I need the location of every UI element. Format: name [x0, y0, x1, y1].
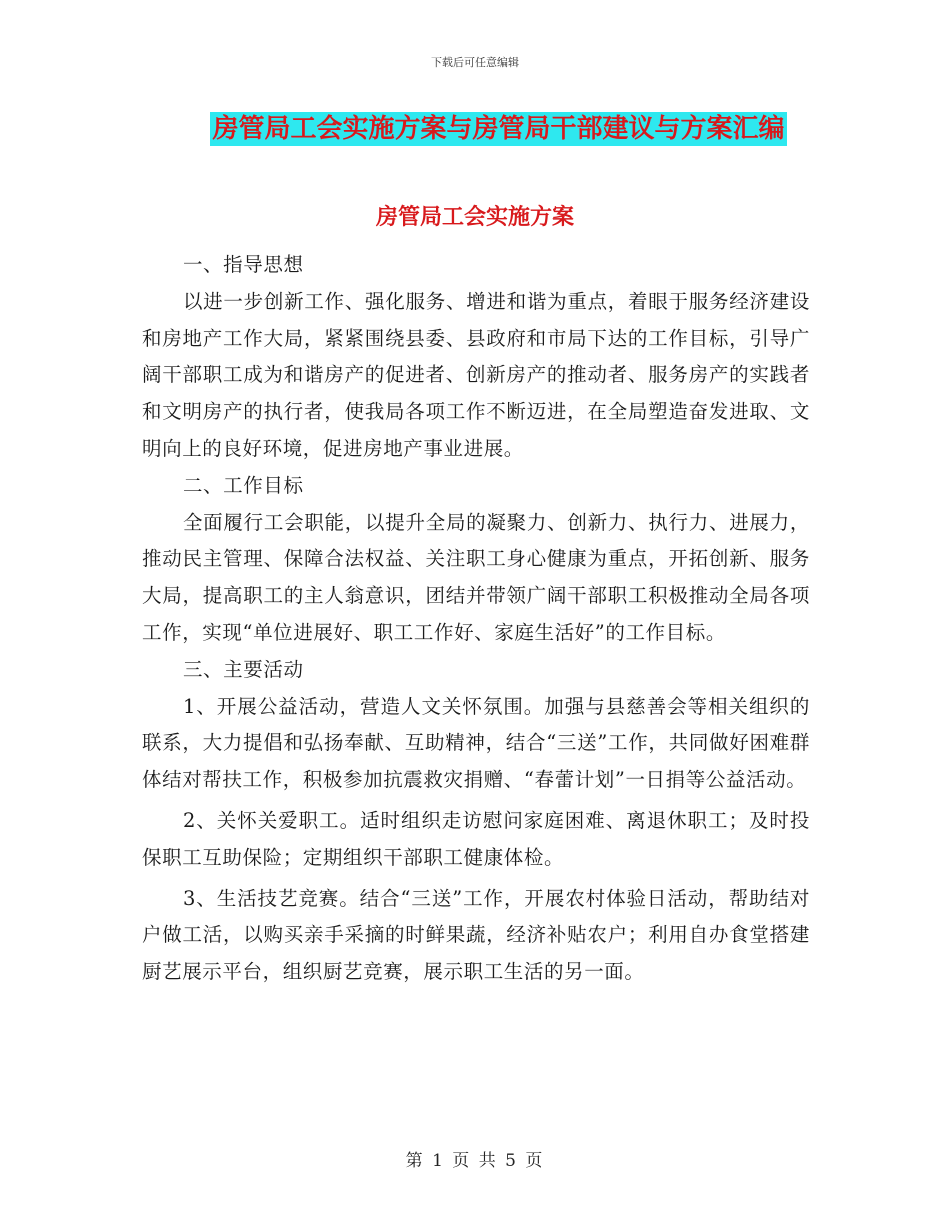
doc-title: 房管局工会实施方案与房管局干部建议与方案汇编	[212, 114, 785, 144]
heading-main-activities: 三、主要活动	[182, 657, 304, 681]
paragraph-work-goals: 全面履行工会职能，以提升全局的凝聚力、创新力、执行力、进展力，推动民主管理、保障合法权益、关注职工身心健康为重点，开拓创新、服务大局，提高职工的主人翁意识，团结并带领广阔干部职工积极推动全局各项工作，实现“单位进展好、职工工作好、家庭生活好”的工作目标。	[142, 510, 810, 644]
paragraph-guiding-ideology: 以进一步创新工作、强化服务、增进和谐为重点，着眼于服务经济建设和房地产工作大局，紧紧围绕县委、县政府和市局下达的工作目标，引导广阔干部职工成为和谐房产的促进者、创新房产的推动者、服务房产的实践者和文明房产的执行者，使我局各项工作不断迈进，在全局塑造奋发进取、文明向上的良好环境，促进房地产事业进展。	[142, 289, 810, 460]
heading-work-goals: 二、工作目标	[182, 473, 304, 497]
heading-guiding-ideology: 一、指导思想	[182, 253, 304, 276]
section-title: 房管局工会实施方案	[375, 204, 574, 230]
paragraph-activity-1: 1、开展公益活动，营造人文关怀氛围。加强与县慈善会等相关组织的联系，大力提倡和弘扬奉献、互助精神，结合“三送”工作，共同做好困难群体结对帮扶工作，积极参加抗震救灾捐赠、“春蕾计划”一日捐等公益活动。	[142, 694, 810, 792]
page-footer: 第 1 页 共 5 页	[405, 1151, 545, 1171]
body-text	[142, 247, 810, 991]
doc-title-wrap	[0, 112, 950, 146]
paragraph-activity-2: 2、关怀关爱职工。适时组织走访慰问家庭困难、离退休职工；及时投保职工互助保险；定期组织干部职工健康体检。	[142, 808, 810, 869]
paragraph-activity-3: 3、生活技艺竞赛。结合“三送”工作，开展农村体验日活动，帮助结对户做工活，以购买亲手采摘的时鲜果蔬，经济补贴农户；利用自办食堂搭建厨艺展示平台，组织厨艺竞赛，展示职工生活的另一面。	[142, 886, 810, 984]
header-note: 下载后可任意编辑	[431, 56, 519, 69]
